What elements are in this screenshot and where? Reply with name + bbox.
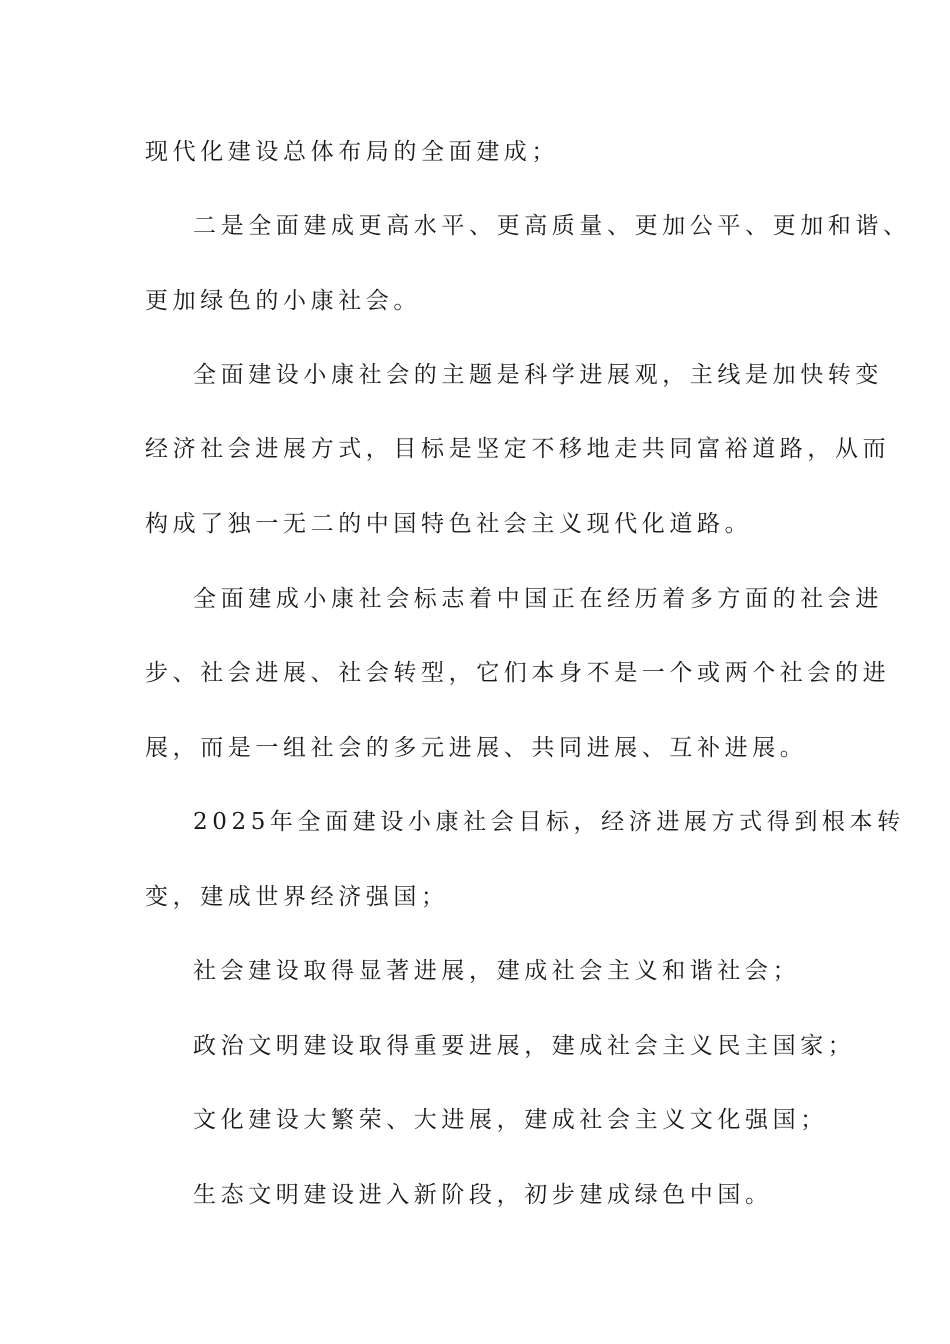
- text-line-9: 展，而是一组社会的多元进展、共同进展、互补进展。: [145, 735, 808, 761]
- text-line-1: 现代化建设总体布局的全面建成；: [145, 139, 559, 165]
- text-line-4: 全面建设小康社会的主题是科学进展观，主线是加快转变: [193, 362, 883, 388]
- text-line-3: 更加绿色的小康社会。: [145, 288, 421, 314]
- text-line-8: 步、社会进展、社会转型，它们本身不是一个或两个社会的进: [145, 660, 891, 686]
- text-line-10: 2025年全面建设小康社会目标，经济进展方式得到根本转: [193, 809, 905, 835]
- text-line-14: 文化建设大繁荣、大进展，建成社会主义文化强国；: [193, 1107, 828, 1133]
- text-line-12: 社会建设取得显著进展，建成社会主义和谐社会；: [193, 958, 801, 984]
- text-line-5: 经济社会进展方式，目标是坚定不移地走共同富裕道路，从而: [145, 436, 891, 462]
- text-line-7: 全面建成小康社会标志着中国正在经历着多方面的社会进: [193, 586, 883, 612]
- text-line-13: 政治文明建设取得重要进展，建成社会主义民主国家；: [193, 1033, 856, 1059]
- text-line-6: 构成了独一无二的中国特色社会主义现代化道路。: [145, 511, 753, 537]
- text-line-2: 二是全面建成更高水平、更高质量、更加公平、更加和谐、: [193, 213, 911, 239]
- text-line-11: 变，建成世界经济强国；: [145, 884, 449, 910]
- text-line-15: 生态文明建设进入新阶段，初步建成绿色中国。: [193, 1182, 773, 1208]
